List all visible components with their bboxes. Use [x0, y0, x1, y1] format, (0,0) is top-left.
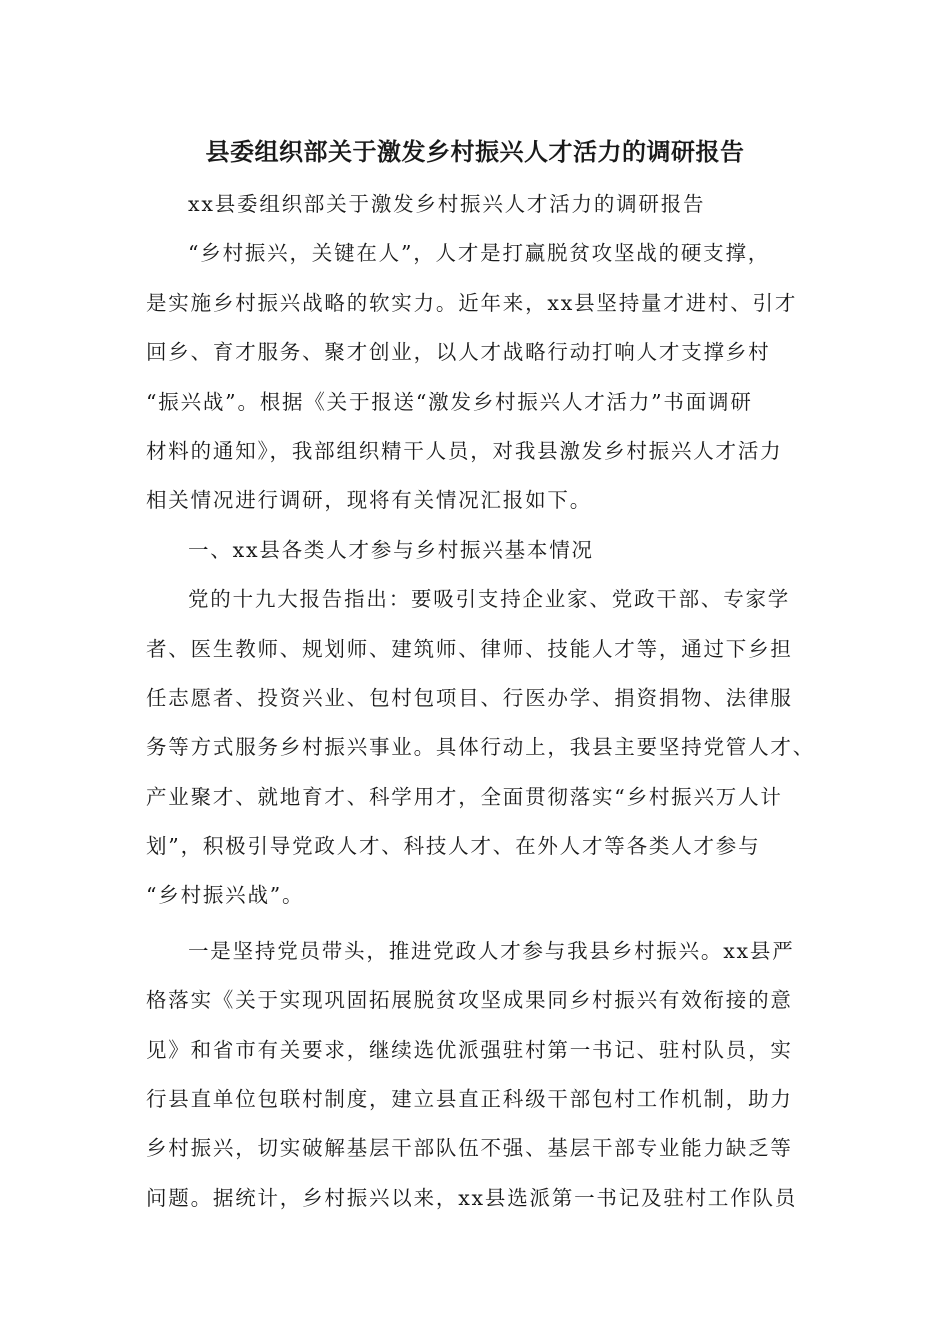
text-line: 是实施乡村振兴战略的软实力。近年来，xx县坚持量才进村、引才: [146, 290, 798, 315]
text-line: “乡村振兴战”。: [146, 883, 305, 908]
text-line: 回乡、育才服务、聚才创业，以人才战略行动打响人才支撑乡村: [146, 340, 771, 365]
text-line: 问题。据统计，乡村振兴以来，xx县选派第一书记及驻村工作队员: [146, 1185, 798, 1210]
text-line: “乡村振兴，关键在人”，人才是打赢脱贫攻坚战的硬支撑，: [188, 241, 771, 266]
text-line: 一、xx县各类人才参与乡村振兴基本情况: [188, 537, 594, 562]
text-line: 材料的通知》，我部组织精干人员，对我县激发乡村振兴人才活力: [146, 438, 783, 463]
text-line: 相关情况进行调研，现将有关情况汇报如下。: [146, 488, 592, 513]
text-line: 者、医生教师、规划师、建筑师、律师、技能人才等，通过下乡担: [146, 636, 793, 661]
document-title: 县委组织部关于激发乡村振兴人才活力的调研报告: [205, 137, 745, 166]
text-line: 党的十九大报告指出：要吸引支持企业家、党政干部、专家学: [188, 587, 791, 612]
text-line: 任志愿者、投资兴业、包村包项目、行医办学、捐资捐物、法律服: [146, 685, 793, 710]
text-line: 产业聚才、就地育才、科学用才，全面贯彻落实“乡村振兴万人计: [146, 784, 783, 809]
text-line: 乡村振兴，切实破解基层干部队伍不强、基层干部专业能力缺乏等: [146, 1136, 793, 1161]
text-line: 务等方式服务乡村振兴事业。具体行动上，我县主要坚持党管人才、: [146, 735, 815, 760]
text-line: 一是坚持党员带头，推进党政人才参与我县乡村振兴。xx县严: [188, 938, 795, 963]
text-line: xx县委组织部关于激发乡村振兴人才活力的调研报告: [188, 192, 706, 216]
document-body: [146, 180, 846, 1223]
text-line: 见》和省市有关要求，继续选优派强驻村第一书记、驻村队员，实: [146, 1037, 793, 1062]
text-line: 行县直单位包联村制度，建立县直正科级干部包村工作机制，助力: [146, 1087, 793, 1112]
text-line: 划”，积极引导党政人才、科技人才、在外人才等各类人才参与: [146, 834, 761, 859]
text-line: 格落实《关于实现巩固拓展脱贫攻坚成果同乡村振兴有效衔接的意: [146, 988, 793, 1013]
text-line: “振兴战”。根据《关于报送“激发乡村振兴人才活力”书面调研: [146, 389, 753, 414]
